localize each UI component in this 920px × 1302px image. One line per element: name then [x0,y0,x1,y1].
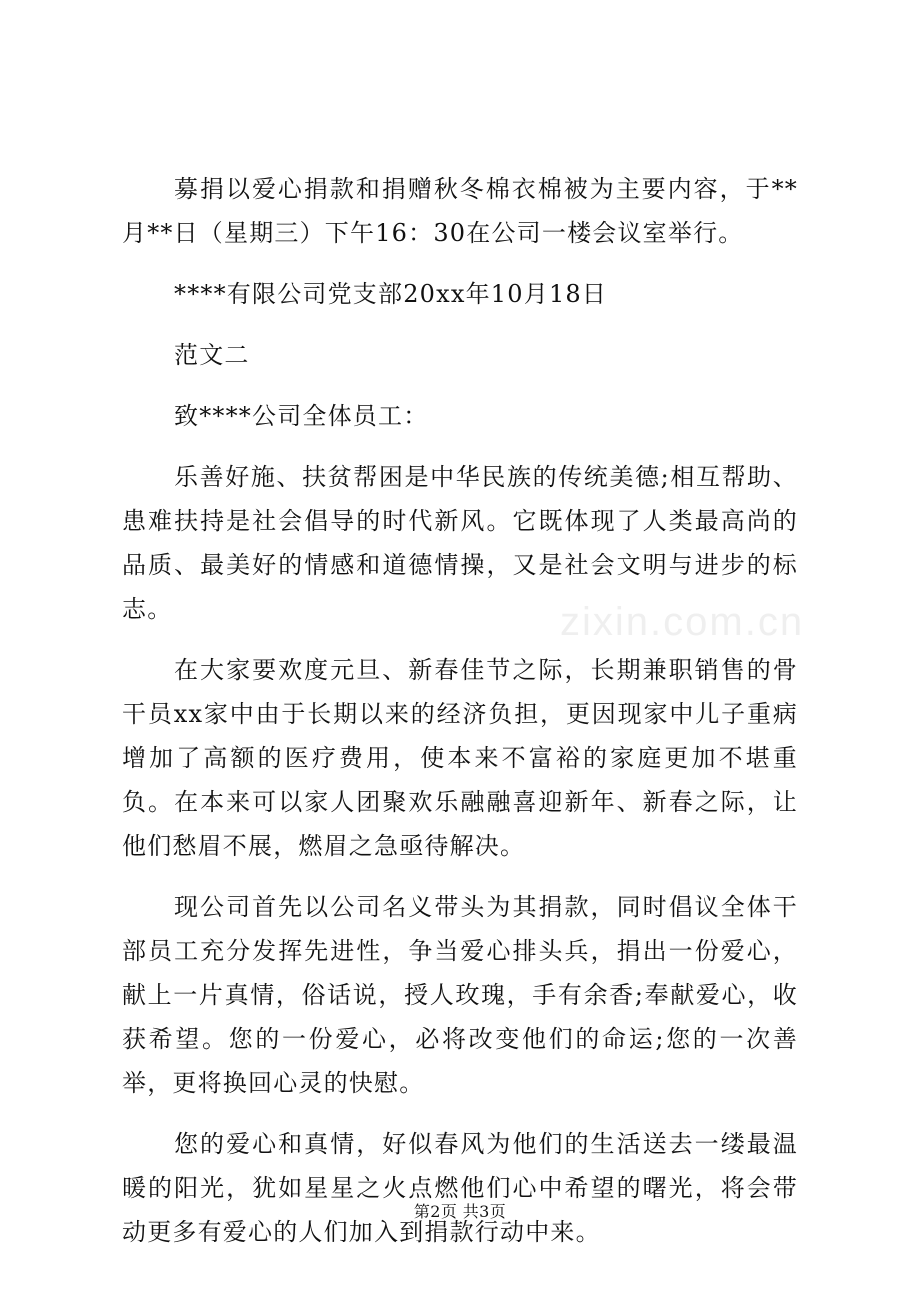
paragraph-situation: 在大家要欢度元旦、新春佳节之际，长期兼职销售的骨干员xx家中由于长期以来的经济负担，更因现家中儿子重病增加了高额的医疗费用，使本来不富裕的家庭更加不堪重负。在本来可以家人团聚欢乐融融喜迎新年、新春之际，让他们愁眉不展，燃眉之急亟待解决。 [122,656,798,860]
section-heading: 范文二 [174,341,250,369]
page-number: 第2页 共3页 [413,1202,507,1221]
document-body [122,167,798,1254]
paragraph-closing: 您的爱心和真情，好似春风为他们的生活送去一缕最温暖的阳光，犹如星星之火点燃他们心中希望的曙光，将会带动更多有爱心的人们加入到捐款行动中来。 [122,1130,798,1246]
watermark: zixin.com.cn [560,600,805,644]
signature-line: ****有限公司党支部20xx年10月18日 [174,280,608,308]
salutation: 致****公司全体员工： [174,402,429,430]
paragraph-appeal: 现公司首先以公司名义带头为其捐款，同时倡议全体干部员工充分发挥先进性，争当爱心排头兵，捐出一份爱心，献上一片真情，俗话说，授人玫瑰，手有余香;奉献爱心，收获希望。您的一份爱心，必将改变他们的命运;您的一次善举，更将换回心灵的快慰。 [122,893,798,1097]
page-footer [0,1201,920,1223]
paragraph-virtue: 乐善好施、扶贫帮困是中华民族的传统美德;相互帮助、患难扶持是社会倡导的时代新风。它既体现了人类最高尚的品质、最美好的情感和道德情操，又是社会文明与进步的标志。 [122,463,798,623]
paragraph-event-details: 募捐以爱心捐款和捐赠秋冬棉衣棉被为主要内容，于**月**日（星期三）下午16：30在公司一楼会议室举行。 [122,175,798,247]
